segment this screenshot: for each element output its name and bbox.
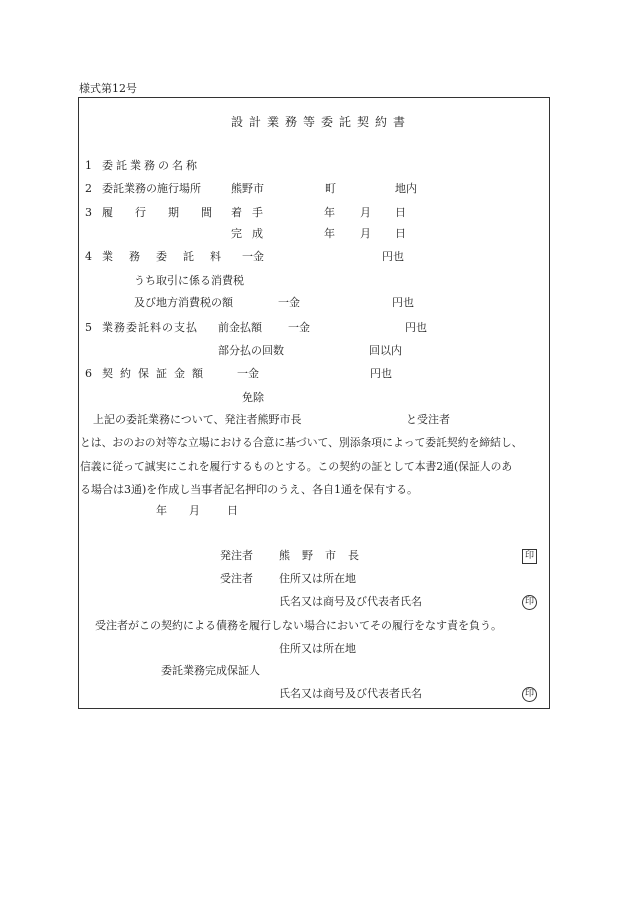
item-5-number: 5 (85, 321, 92, 334)
date-year: 年 (156, 504, 167, 517)
date-day: 日 (227, 504, 238, 517)
tax-line-2: 及び地方消費税の額 (134, 296, 233, 309)
guarantor-name-label: 氏名又は商号及び代表者氏名 (279, 687, 422, 700)
body-line-4: る場合は3通)を作成し当事者記名押印のうえ、各自1通を保有する。 (80, 483, 418, 496)
orderer-name: 熊野市長 (279, 549, 371, 562)
item-5-label: 業務委託料の支払 (102, 321, 198, 334)
item-5-amount: 一金 (288, 321, 310, 334)
tax-unit: 円也 (392, 296, 414, 309)
item-6-amount: 一金 (237, 367, 259, 380)
item-3-end-day: 日 (395, 227, 406, 240)
item-3-label (102, 206, 234, 220)
document-title: 設計業務等委託契約書 (231, 115, 412, 129)
item-3-start-month: 月 (360, 206, 371, 219)
item-2-town: 町 (325, 182, 336, 195)
item-1-label: 委託業務の名称 (102, 159, 200, 172)
contractor-seal-icon: 印 (522, 595, 537, 610)
item-4-number: 4 (85, 250, 92, 263)
item-2-number: 2 (85, 182, 92, 195)
contract-frame (78, 97, 550, 709)
orderer-seal-icon: 印 (522, 549, 537, 564)
item-5-partial: 部分払の回数 (218, 344, 284, 357)
tax-line-1: うち取引に係る消費税 (134, 274, 244, 287)
body-line-1a: 上記の委託業務について、発注者熊野市長 (93, 413, 302, 426)
item-6-number: 6 (85, 367, 92, 380)
item-6-unit: 円也 (370, 367, 392, 380)
tax-amount: 一金 (278, 296, 300, 309)
item-4-label: 業務委託料 (102, 250, 237, 263)
item-1-number: 1 (85, 159, 92, 172)
date-month: 月 (189, 504, 200, 517)
guarantee-text: 受注者がこの契約による債務を履行しない場合においてその履行をなす責を負う。 (95, 619, 502, 632)
body-line-2: とは、おのおの対等な立場における合意に基づいて、別添条項によって委託契約を締結し、 (80, 436, 523, 449)
item-5-times: 回以内 (369, 344, 402, 357)
item-3-label-text: 履行期間 (102, 206, 234, 219)
contractor-label: 受注者 (220, 572, 253, 585)
body-line-3: 信義に従って誠実にこれを履行するものとする。この契約の証として本書2通(保証人のあ (80, 460, 513, 473)
item-6-exempt: 免除 (242, 391, 264, 404)
item-3-number: 3 (85, 206, 92, 219)
guarantor-label: 委託業務完成保証人 (161, 664, 260, 677)
body-line-1b: と受注者 (406, 413, 450, 426)
contractor-address-label: 住所又は所在地 (279, 572, 356, 585)
item-4-amount: 一金 (242, 250, 264, 263)
item-2-city: 熊野市 (231, 182, 264, 195)
form-number: 様式第12号 (79, 82, 137, 95)
item-3-end-month: 月 (360, 227, 371, 240)
orderer-label: 発注者 (220, 549, 253, 562)
item-5-advance: 前金払額 (218, 321, 262, 334)
item-4-unit: 円也 (382, 250, 404, 263)
guarantor-address-label: 住所又は所在地 (279, 642, 356, 655)
item-2-label: 委託業務の施行場所 (102, 182, 201, 195)
item-3-start: 着手 (231, 206, 273, 219)
item-2-area: 地内 (395, 182, 417, 195)
contractor-name-label: 氏名又は商号及び代表者氏名 (279, 595, 422, 608)
item-6-label: 契約保証金額 (102, 367, 210, 380)
item-3-end: 完成 (231, 227, 273, 240)
item-3-start-year: 年 (324, 206, 335, 219)
item-5-unit: 円也 (405, 321, 427, 334)
item-3-start-day: 日 (395, 206, 406, 219)
guarantor-seal-icon: 印 (522, 687, 537, 702)
item-3-end-year: 年 (324, 227, 335, 240)
